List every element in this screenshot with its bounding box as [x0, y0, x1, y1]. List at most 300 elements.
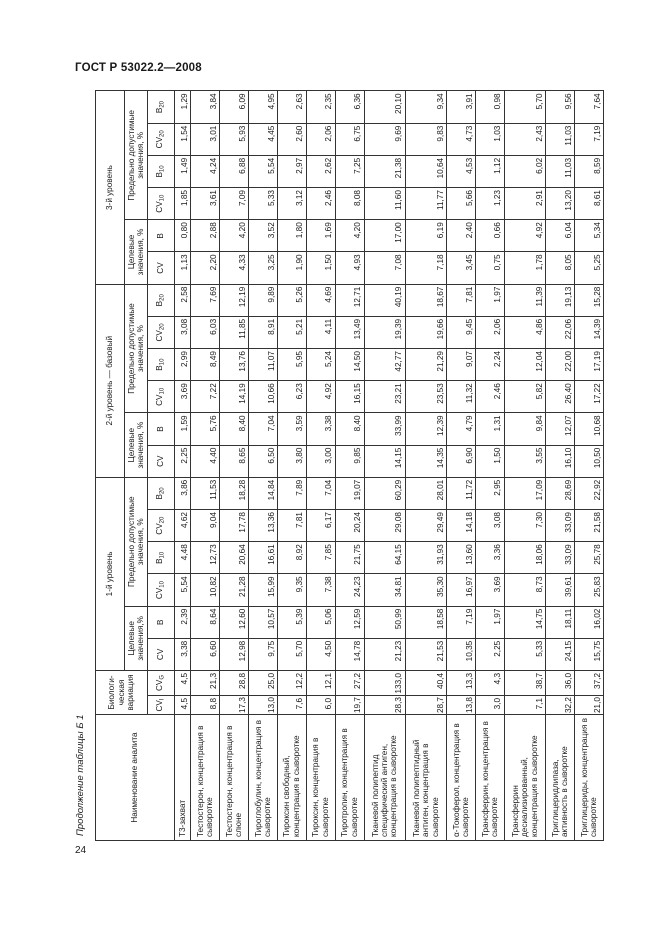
- table-cell-value: 133,0: [364, 671, 405, 696]
- table-cell-value: 4,92: [504, 220, 545, 252]
- table-cell-value: 12,04: [504, 349, 545, 381]
- table-cell-value: 1,54: [175, 123, 191, 155]
- table-cell-value: 13,76: [220, 349, 249, 381]
- table-cell-value: 7,89: [277, 477, 306, 509]
- table-cell-value: 0,98: [476, 91, 505, 123]
- limit-col-header: $CV_{20}$: [148, 123, 175, 155]
- table-cell-value: 50,99: [364, 606, 405, 638]
- table-cell-value: 17,19: [575, 349, 604, 381]
- table-cell-value: 20,64: [220, 542, 249, 574]
- table-row: [447, 91, 476, 841]
- table-cell-value: 3,91: [447, 91, 476, 123]
- table-cell-value: 17,09: [504, 477, 545, 509]
- table-cell-value: 13,20: [546, 188, 575, 220]
- table-cell-value: 3,52: [249, 220, 278, 252]
- table-cell-value: 13,49: [335, 316, 364, 348]
- table-cell-value: 14,18: [447, 510, 476, 542]
- table-cell-value: 7,04: [249, 413, 278, 445]
- table-cell-value: 35,30: [405, 574, 446, 606]
- table-cell-value: 24,15: [546, 638, 575, 670]
- analyte-name: Тканевой полипептидный антиген, концентрация в сыворотке: [405, 715, 446, 841]
- table-cell-value: 5,39: [277, 606, 306, 638]
- table-cell-value: 10,57: [249, 606, 278, 638]
- limit-col-header: $CV_{10}$: [148, 188, 175, 220]
- table-cell-value: 14,84: [249, 477, 278, 509]
- table-cell-value: 3,38: [175, 638, 191, 670]
- table-cell-value: 1,50: [306, 252, 335, 284]
- table-cell-value: 12,1: [306, 671, 335, 696]
- target-values-header: Целевые значения, %: [125, 413, 148, 477]
- table-cell-value: 10,82: [191, 574, 220, 606]
- limit-col-header: $B_{20}$: [148, 477, 175, 509]
- table-cell-value: 6,19: [405, 220, 446, 252]
- table-cell-value: 23,21: [364, 381, 405, 413]
- table-cell-value: 8,08: [335, 188, 364, 220]
- table-cell-value: 4,20: [220, 220, 249, 252]
- table-cell-value: 3,08: [175, 316, 191, 348]
- table-cell-value: 4,33: [220, 252, 249, 284]
- table-cell-value: 2,43: [504, 123, 545, 155]
- analyte-name: Тестостерон, концентрация в слюне: [220, 715, 249, 841]
- table-cell-value: 20,10: [364, 91, 405, 123]
- table-cell-value: 7,81: [447, 284, 476, 316]
- rotated-table-container: [95, 91, 604, 841]
- table-cell-value: 14,50: [335, 349, 364, 381]
- table-cell-value: 9,89: [249, 284, 278, 316]
- table-cell-value: 4,79: [447, 413, 476, 445]
- target-col-header: CV: [148, 252, 175, 284]
- table-cell-value: 8,05: [546, 252, 575, 284]
- table-cell-value: 1,23: [476, 188, 505, 220]
- table-cell-value: 3,86: [175, 477, 191, 509]
- table-cell-value: 19,66: [405, 316, 446, 348]
- table-cell-value: 8,40: [220, 413, 249, 445]
- table-cell-value: 3,08: [476, 510, 505, 542]
- table-cell-value: 12,39: [405, 413, 446, 445]
- table-cell-value: 7,25: [335, 155, 364, 187]
- table-cell-value: 13,0: [249, 696, 278, 715]
- table-cell-value: 5,93: [220, 123, 249, 155]
- table-cell-value: 9,56: [546, 91, 575, 123]
- data-table: [95, 90, 604, 841]
- table-cell-value: 21,23: [364, 638, 405, 670]
- table-row: [405, 91, 446, 841]
- table-cell-value: 6,50: [249, 445, 278, 477]
- table-cell-value: 22,06: [546, 316, 575, 348]
- table-cell-value: 14,35: [405, 445, 446, 477]
- table-cell-value: 1,03: [476, 123, 505, 155]
- table-cell-value: 16,97: [447, 574, 476, 606]
- table-row: [335, 91, 364, 841]
- table-cell-value: 2,62: [306, 155, 335, 187]
- table-cell-value: 5,33: [249, 188, 278, 220]
- table-cell-value: 32,2: [546, 696, 575, 715]
- table-cell-value: 21,29: [405, 349, 446, 381]
- table-cell-value: 6,04: [546, 220, 575, 252]
- table-cell-value: 3,80: [277, 445, 306, 477]
- table-cell-value: 3,45: [447, 252, 476, 284]
- table-cell-value: 21,0: [575, 696, 604, 715]
- table-cell-value: 15,75: [575, 638, 604, 670]
- table-cell-value: 8,49: [191, 349, 220, 381]
- table-cell-value: 2,46: [476, 381, 505, 413]
- table-cell-value: 15,99: [249, 574, 278, 606]
- table-cell-value: 6,88: [220, 155, 249, 187]
- table-row: [364, 91, 405, 841]
- limit-col-header: $B_{20}$: [148, 91, 175, 123]
- table-cell-value: 31,93: [405, 542, 446, 574]
- table-cell-value: 7,6: [277, 696, 306, 715]
- table-cell-value: 8,61: [575, 188, 604, 220]
- table-cell-value: 18,58: [405, 606, 446, 638]
- analyte-name: Тироксин свободный, концентрация в сыворотке: [277, 715, 306, 841]
- analyte-name: Тироглобулин, концентрация в сыворотке: [249, 715, 278, 841]
- table-row: [175, 91, 191, 841]
- table-row: [191, 91, 220, 841]
- table-cell-value: 4,5: [175, 696, 191, 715]
- table-cell-value: 2,99: [175, 349, 191, 381]
- target-col-header: B: [148, 606, 175, 638]
- table-cell-value: 5,82: [504, 381, 545, 413]
- table-cell-value: 4,53: [447, 155, 476, 187]
- table-cell-value: 6,90: [447, 445, 476, 477]
- table-cell-value: 22,92: [575, 477, 604, 509]
- table-cell-value: 9,85: [335, 445, 364, 477]
- table-cell-value: 12,71: [335, 284, 364, 316]
- table-cell-value: 13,3: [447, 671, 476, 696]
- table-cell-value: 7,38: [306, 574, 335, 606]
- table-cell-value: 7,69: [191, 284, 220, 316]
- table-cell-value: 5,06: [306, 606, 335, 638]
- table-row: [249, 91, 278, 841]
- table-cell-value: 2,39: [175, 606, 191, 638]
- table-cell-value: 7,1: [504, 696, 545, 715]
- table-cell-value: 11,53: [191, 477, 220, 509]
- table-cell-value: 9,75: [249, 638, 278, 670]
- table-cell-value: 5,76: [191, 413, 220, 445]
- table-cell-value: 12,19: [220, 284, 249, 316]
- table-cell-value: 11,77: [405, 188, 446, 220]
- table-cell-value: 33,99: [364, 413, 405, 445]
- table-cell-value: 6,36: [335, 91, 364, 123]
- table-cell-value: 3,12: [277, 188, 306, 220]
- table-cell-value: 11,85: [220, 316, 249, 348]
- table-cell-value: 7,09: [220, 188, 249, 220]
- table-cell-value: 16,10: [546, 445, 575, 477]
- table-cell-value: 7,85: [306, 542, 335, 574]
- table-cell-value: 64,15: [364, 542, 405, 574]
- analyte-name: Тканевой полипептид специфический антиген, концентрация в сыворотке: [364, 715, 405, 841]
- table-cell-value: 21,28: [220, 574, 249, 606]
- table-cell-value: 2,63: [277, 91, 306, 123]
- table-cell-value: 3,25: [249, 252, 278, 284]
- table-cell-value: 5,54: [175, 574, 191, 606]
- table-cell-value: 1,80: [277, 220, 306, 252]
- analyte-name: Триглицериды, концентрация в сыворотке: [575, 715, 604, 841]
- table-cell-value: 11,03: [546, 155, 575, 187]
- table-cell-value: 28,69: [546, 477, 575, 509]
- table-cell-value: 28,7: [405, 696, 446, 715]
- table-cell-value: 2,24: [476, 349, 505, 381]
- table-cell-value: 17,00: [364, 220, 405, 252]
- table-cell-value: 5,70: [277, 638, 306, 670]
- table-cell-value: 18,28: [220, 477, 249, 509]
- table-cell-value: 9,34: [405, 91, 446, 123]
- table-cell-value: 10,68: [575, 413, 604, 445]
- bio-col-header: $CV_I$: [148, 696, 175, 715]
- table-cell-value: 9,04: [191, 510, 220, 542]
- table-cell-value: 18,06: [504, 542, 545, 574]
- table-row: [277, 91, 306, 841]
- table-cell-value: 12,98: [220, 638, 249, 670]
- table-cell-value: 1,31: [476, 413, 505, 445]
- limit-col-header: $CV_{20}$: [148, 510, 175, 542]
- table-cell-value: 19,7: [335, 696, 364, 715]
- table-cell-value: 8,40: [335, 413, 364, 445]
- table-cell-value: 8,91: [249, 316, 278, 348]
- table-cell-value: 2,06: [476, 316, 505, 348]
- target-col-header: B: [148, 413, 175, 445]
- table-cell-value: 14,19: [220, 381, 249, 413]
- table-cell-value: 21,38: [364, 155, 405, 187]
- limit-col-header: $CV_{10}$: [148, 574, 175, 606]
- table-cell-value: 4,40: [191, 445, 220, 477]
- target-col-header: B: [148, 220, 175, 252]
- table-cell-value: 1,49: [175, 155, 191, 187]
- table-cell-value: 1,12: [476, 155, 505, 187]
- table-cell-value: 24,23: [335, 574, 364, 606]
- table-cell-value: 5,25: [575, 252, 604, 284]
- analyte-name: Трансферрин десиализированный, концентрация в сыворотке: [504, 715, 545, 841]
- table-cell-value: 18,11: [546, 606, 575, 638]
- table-cell-value: 1,90: [277, 252, 306, 284]
- table-cell-value: 3,38: [306, 413, 335, 445]
- table-cell-value: 12,73: [191, 542, 220, 574]
- table-cell-value: 3,69: [476, 574, 505, 606]
- table-cell-value: 21,75: [335, 542, 364, 574]
- table-cell-value: 9,69: [364, 123, 405, 155]
- level-header: 3-й уровень: [96, 91, 125, 284]
- table-cell-value: 6,17: [306, 510, 335, 542]
- table-cell-value: 2,25: [175, 445, 191, 477]
- table-cell-value: 5,66: [447, 188, 476, 220]
- table-cell-value: 20,24: [335, 510, 364, 542]
- table-cell-value: 37,2: [575, 671, 604, 696]
- table-cell-value: 3,59: [277, 413, 306, 445]
- table-cell-value: 25,78: [575, 542, 604, 574]
- table-cell-value: 15,28: [575, 284, 604, 316]
- table-cell-value: 21,3: [191, 671, 220, 696]
- table-cell-value: 0,66: [476, 220, 505, 252]
- table-cell-value: 12,2: [277, 671, 306, 696]
- analyte-name: α-Токоферол, концентрация в сыворотке: [447, 715, 476, 841]
- table-cell-value: 2,35: [306, 91, 335, 123]
- table-cell-value: 3,61: [191, 188, 220, 220]
- table-cell-value: 2,40: [447, 220, 476, 252]
- table-cell-value: 38,7: [504, 671, 545, 696]
- table-cell-value: 4,11: [306, 316, 335, 348]
- table-cell-value: 4,73: [447, 123, 476, 155]
- table-cell-value: 6,75: [335, 123, 364, 155]
- table-cell-value: 3,55: [504, 445, 545, 477]
- table-cell-value: 19,13: [546, 284, 575, 316]
- limit-col-header: $B_{10}$: [148, 542, 175, 574]
- level-header: 1-й уровень: [96, 477, 125, 670]
- table-cell-value: 29,08: [364, 510, 405, 542]
- biological-variation-header: Биологи-ческая вариация: [96, 671, 148, 715]
- table-cell-value: 3,36: [476, 542, 505, 574]
- table-cell-value: 22,00: [546, 349, 575, 381]
- table-cell-value: 2,97: [277, 155, 306, 187]
- table-cell-value: 11,72: [447, 477, 476, 509]
- table-cell-value: 7,30: [504, 510, 545, 542]
- table-cell-value: 28,01: [405, 477, 446, 509]
- table-cell-value: 1,97: [476, 606, 505, 638]
- table-cell-value: 14,39: [575, 316, 604, 348]
- limit-col-header: $CV_{20}$: [148, 316, 175, 348]
- level-header: 2-й уровень — базовый: [96, 284, 125, 477]
- table-cell-value: 29,49: [405, 510, 446, 542]
- limit-col-header: $B_{20}$: [148, 284, 175, 316]
- table-cell-value: 9,07: [447, 349, 476, 381]
- page-number: 24: [75, 845, 87, 856]
- table-cell-value: 17,78: [220, 510, 249, 542]
- table-cell-value: 2,20: [191, 252, 220, 284]
- table-cell-value: 4,20: [335, 220, 364, 252]
- table-cell-value: 11,39: [504, 284, 545, 316]
- table-cell-value: 5,26: [277, 284, 306, 316]
- table-cell-value: 7,19: [447, 606, 476, 638]
- table-cell-value: 7,08: [364, 252, 405, 284]
- table-cell-value: 2,60: [277, 123, 306, 155]
- analyte-name: Тестостерон, концентрация в сыворотке: [191, 715, 220, 841]
- target-col-header: CV: [148, 638, 175, 670]
- table-cell-value: 18,67: [405, 284, 446, 316]
- target-values-header: Целевые значения,%: [125, 606, 148, 670]
- table-cell-value: 21,53: [405, 638, 446, 670]
- table-cell-value: 28,8: [220, 671, 249, 696]
- table-cell-value: 19,39: [364, 316, 405, 348]
- analyte-name: Тироксин, концентрация в сыворотке: [306, 715, 335, 841]
- table-cell-value: 2,88: [191, 220, 220, 252]
- table-cell-value: 4,62: [175, 510, 191, 542]
- table-cell-value: 6,0: [306, 696, 335, 715]
- table-cell-value: 10,64: [405, 155, 446, 187]
- table-cell-value: 4,48: [175, 542, 191, 574]
- table-cell-value: 11,07: [249, 349, 278, 381]
- table-cell-value: 7,19: [575, 123, 604, 155]
- limit-values-header: Предельно допустимые значения, %: [125, 284, 148, 413]
- table-row: [546, 91, 575, 841]
- table-cell-value: 12,07: [546, 413, 575, 445]
- table-cell-value: 1,78: [504, 252, 545, 284]
- table-cell-value: 16,02: [575, 606, 604, 638]
- table-row: [220, 91, 249, 841]
- table-cell-value: 13,60: [447, 542, 476, 574]
- table-cell-value: 17,22: [575, 381, 604, 413]
- limit-col-header: $B_{10}$: [148, 349, 175, 381]
- table-cell-value: 26,40: [546, 381, 575, 413]
- table-cell-value: 4,45: [249, 123, 278, 155]
- table-cell-value: 11,03: [546, 123, 575, 155]
- table-cell-value: 5,24: [306, 349, 335, 381]
- table-cell-value: 3,01: [191, 123, 220, 155]
- table-cell-value: 40,4: [405, 671, 446, 696]
- table-cell-value: 10,66: [249, 381, 278, 413]
- table-cell-value: 5,70: [504, 91, 545, 123]
- table-cell-value: 8,73: [504, 574, 545, 606]
- table-row: [476, 91, 505, 841]
- table-cell-value: 4,24: [191, 155, 220, 187]
- table-cell-value: 25,83: [575, 574, 604, 606]
- table-cell-value: 7,18: [405, 252, 446, 284]
- table-cell-value: 4,92: [306, 381, 335, 413]
- table-cell-value: 1,85: [175, 188, 191, 220]
- table-cell-value: 7,22: [191, 381, 220, 413]
- table-cell-value: 9,84: [504, 413, 545, 445]
- table-cell-value: 21,58: [575, 510, 604, 542]
- table-cell-value: 4,5: [175, 671, 191, 696]
- table-cell-value: 7,04: [306, 477, 335, 509]
- table-cell-value: 6,02: [504, 155, 545, 187]
- document-title: ГОСТ Р 53022.2—2008: [75, 62, 202, 74]
- table-cell-value: 14,75: [504, 606, 545, 638]
- table-cell-value: 0,75: [476, 252, 505, 284]
- table-cell-value: 8,64: [191, 606, 220, 638]
- table-cell-value: 14,78: [335, 638, 364, 670]
- table-cell-value: 4,50: [306, 638, 335, 670]
- table-cell-value: 1,97: [476, 284, 505, 316]
- table-cell-value: 5,21: [277, 316, 306, 348]
- table-cell-value: 2,58: [175, 284, 191, 316]
- table-cell-value: 11,60: [364, 188, 405, 220]
- table-cell-value: 4,93: [335, 252, 364, 284]
- table-cell-value: 28,3: [364, 696, 405, 715]
- table-cell-value: 5,95: [277, 349, 306, 381]
- table-cell-value: 13,36: [249, 510, 278, 542]
- table-cell-value: 19,07: [335, 477, 364, 509]
- target-col-header: CV: [148, 445, 175, 477]
- table-cell-value: 3,00: [306, 445, 335, 477]
- table-row: [504, 91, 545, 841]
- table-cell-value: 5,34: [575, 220, 604, 252]
- table-cell-value: 6,09: [220, 91, 249, 123]
- table-cell-value: 4,69: [306, 284, 335, 316]
- table-cell-value: 3,69: [175, 381, 191, 413]
- table-cell-value: 9,45: [447, 316, 476, 348]
- table-cell-value: 14,15: [364, 445, 405, 477]
- table-cell-value: 7,81: [277, 510, 306, 542]
- table-cell-value: 4,3: [476, 671, 505, 696]
- table-cell-value: 3,0: [476, 696, 505, 715]
- table-cell-value: 12,60: [220, 606, 249, 638]
- table-cell-value: 0,80: [175, 220, 191, 252]
- table-cell-value: 11,32: [447, 381, 476, 413]
- table-caption: Продолжение таблицы Б 1: [75, 714, 86, 836]
- table-cell-value: 13,8: [447, 696, 476, 715]
- table-cell-value: 2,25: [476, 638, 505, 670]
- table-cell-value: 4,86: [504, 316, 545, 348]
- table-cell-value: 16,15: [335, 381, 364, 413]
- target-values-header: Целевые значения, %: [125, 220, 148, 284]
- table-cell-value: 2,95: [476, 477, 505, 509]
- limit-values-header: Предельно допустимые значения, %: [125, 477, 148, 606]
- table-cell-value: 2,46: [306, 188, 335, 220]
- table-cell-value: 42,77: [364, 349, 405, 381]
- table-cell-value: 4,95: [249, 91, 278, 123]
- analyte-name: Триглицеридлипаза, активность в сыворотке: [546, 715, 575, 841]
- limit-col-header: $B_{10}$: [148, 155, 175, 187]
